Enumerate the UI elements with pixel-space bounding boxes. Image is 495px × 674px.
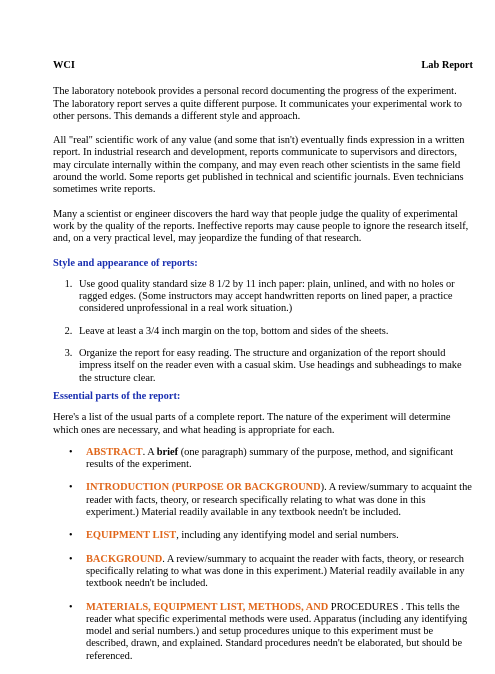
header-right: Lab Report [421,60,473,71]
part-label: EQUIPMENT LIST [86,530,177,542]
paragraph: Many a scientist or engineer discovers the hard way that people judge the quality of experimental work by the quality of the reports. Ineffective reports may cause people to ignore the research itself, and, on a very practical level, may jeopardize the funding of that research. [53,208,469,245]
document-header [53,60,473,72]
part-text: , including any identifying model and serial numbers. [176,530,399,542]
parts-list-item [69,482,473,519]
paragraph: All "real" scientific work of any value (and some that isn't) eventually finds expression in a written report. In industrial research and development, reports communicate to supervisors and directors, may circulate internally within the company, and may even reach other scientists in the same field around the world. Some reports get published in technical and scientific journals. Even technicians sometimes write reports. [53,135,465,196]
part-text: ). A review/summary to acquaint the reader with facts, theory, or research specifically relating to what was done in this experiment.) Material readily available in any textbook needn't be included. [86,482,472,519]
parts-list-item [69,601,473,663]
document-page [53,60,473,674]
section-heading-parts: Essential parts of the report: [53,390,181,402]
style-list [53,279,473,385]
bullet-icon: • [69,553,73,565]
style-list-item: 1. Use good quality standard size 8 1/2 by 11 inch paper: plain, unlined, and with no holes or ragged edges. (Some instructors may accept handwritten reports on lined paper, a practice considered unprofessional in a real work situation.) [75,279,473,316]
part-text: PROCEDURES . This tells the reader what specific experimental methods were used. Apparatus (including any identifying model and serial numbers.) and setup procedures unique to this experiment must be described, drawn, and explained. Standard procedures needn't be elaborated, but should be referenced. [86,601,468,662]
section-heading-style: Style and appearance of reports: [53,257,198,269]
part-text: . A review/summary to acquaint the reader with facts, theory, or research specifically relating to what was done in this experiment.) Material readily available in any textbook needn't be included. [86,553,465,590]
style-list-item: 3. Organize the report for easy reading. The structure and organization of the report should impress itself on the reader even with a casual skim. Use headings and subheadings to make the structure clear. [75,348,473,385]
parts-intro: Here's a list of the usual parts of a complete report. The nature of the experiment will determine which ones are necessary, and what heading is appropriate for each. [53,412,451,436]
style-list-item: 2. Leave at least a 3/4 inch margin on the top, bottom and sides of the sheets. [75,326,473,338]
part-emphasis: brief [156,446,179,458]
bullet-icon: • [69,446,73,458]
parts-list-item [69,553,473,591]
part-label: MATERIALS, EQUIPMENT LIST, METHODS, AND [86,601,329,613]
parts-list-item [69,530,473,542]
header-left: WCI [53,60,75,71]
bullet-icon: • [69,601,73,613]
paragraph: The laboratory notebook provides a personal record documenting the progress of the experiment. The laboratory report serves a quite different purpose. It communicates your experimental work to other persons. This demands a different style and approach. [53,86,462,122]
part-label: BACKGROUND [86,553,163,565]
part-text: (one paragraph) summary of the purpose, method, and significant results of the experiment. [86,446,454,471]
parts-list [53,447,473,663]
parts-list-item [69,446,473,472]
part-text: . A [142,446,157,458]
bullet-icon: • [69,482,73,494]
part-label: INTRODUCTION (PURPOSE OR BACKGROUND [86,482,321,494]
bullet-icon: • [69,530,73,542]
part-label: ABSTRACT [86,446,143,458]
